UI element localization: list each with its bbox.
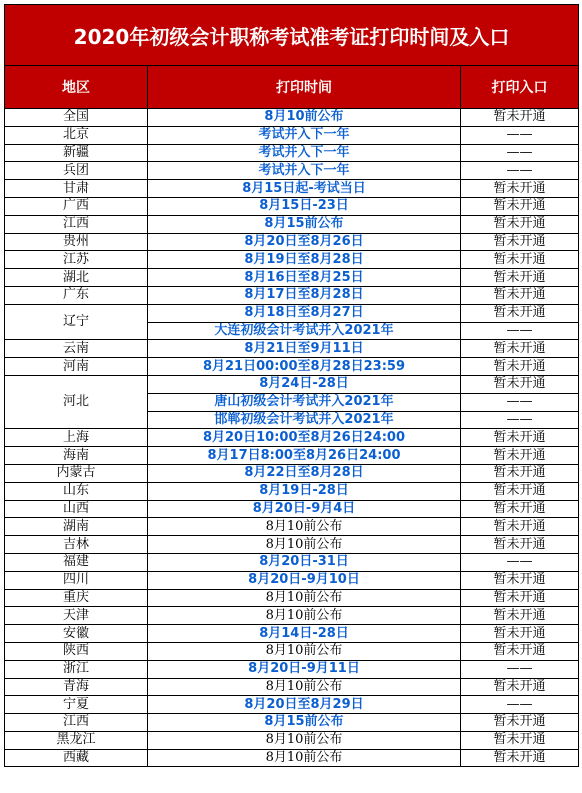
print-time-cell: 8月15前公布 xyxy=(148,215,461,233)
table-row xyxy=(5,375,579,393)
region-cell: 黑龙江 xyxy=(5,731,148,749)
print-entry-cell: —— xyxy=(461,393,579,411)
region-cell: 山西 xyxy=(5,500,148,518)
region-cell: 新疆 xyxy=(5,144,148,162)
print-time-cell: 8月14日-28日 xyxy=(148,625,461,643)
table-row xyxy=(5,749,579,767)
table-row xyxy=(5,144,579,162)
print-time-cell: 8月15日起-考试当日 xyxy=(148,180,461,198)
region-cell: 广西 xyxy=(5,197,148,215)
region-cell: 海南 xyxy=(5,447,148,465)
region-cell: 全国 xyxy=(5,109,148,127)
print-time-cell: 8月10前公布 xyxy=(148,731,461,749)
print-time-cell: 8月10前公布 xyxy=(148,536,461,554)
table-row xyxy=(5,696,579,714)
print-time-cell: 8月10前公布 xyxy=(148,607,461,625)
table-row xyxy=(5,197,579,215)
print-entry-cell: 暂未开通 xyxy=(461,571,579,589)
print-time-cell: 8月19日至8月28日 xyxy=(148,251,461,269)
region-cell: 江西 xyxy=(5,714,148,732)
table-row xyxy=(5,607,579,625)
print-entry-cell: —— xyxy=(461,322,579,340)
print-time-cell: 8月22日至8月28日 xyxy=(148,464,461,482)
region-cell: 天津 xyxy=(5,607,148,625)
table-row xyxy=(5,162,579,180)
print-time-cell: 考试并入下一年 xyxy=(148,126,461,144)
region-cell: 陕西 xyxy=(5,642,148,660)
print-entry-cell: 暂未开通 xyxy=(461,375,579,393)
print-time-cell: 8月21日至9月11日 xyxy=(148,340,461,358)
table-row xyxy=(5,304,579,322)
print-entry-cell: 暂未开通 xyxy=(461,536,579,554)
schedule-table xyxy=(4,4,579,767)
region-cell: 重庆 xyxy=(5,589,148,607)
header-print-entry: 打印入口 xyxy=(461,66,579,109)
print-time-cell: 8月16日至8月25日 xyxy=(148,269,461,287)
print-time-cell: 8月10前公布 xyxy=(148,749,461,767)
print-time-cell: 考试并入下一年 xyxy=(148,162,461,180)
table-row xyxy=(5,642,579,660)
print-entry-cell: 暂未开通 xyxy=(461,589,579,607)
table-row xyxy=(5,251,579,269)
print-entry-cell: 暂未开通 xyxy=(461,464,579,482)
print-time-cell: 8月17日至8月28日 xyxy=(148,286,461,304)
region-cell: 内蒙古 xyxy=(5,464,148,482)
title-row xyxy=(5,5,579,66)
table-row xyxy=(5,464,579,482)
print-entry-cell: 暂未开通 xyxy=(461,518,579,536)
header-region: 地区 xyxy=(5,66,148,109)
print-entry-cell: 暂未开通 xyxy=(461,749,579,767)
table-row xyxy=(5,429,579,447)
print-time-cell: 邯郸初级会计考试并入2021年 xyxy=(148,411,461,429)
print-entry-cell: 暂未开通 xyxy=(461,678,579,696)
print-entry-cell: —— xyxy=(461,553,579,571)
print-entry-cell: 暂未开通 xyxy=(461,607,579,625)
table-row xyxy=(5,447,579,465)
print-entry-cell: 暂未开通 xyxy=(461,731,579,749)
print-entry-cell: 暂未开通 xyxy=(461,625,579,643)
print-entry-cell: 暂未开通 xyxy=(461,304,579,322)
print-time-cell: 8月15前公布 xyxy=(148,714,461,732)
region-cell: 云南 xyxy=(5,340,148,358)
table-row xyxy=(5,358,579,376)
print-time-cell: 8月17日8:00至8月26日24:00 xyxy=(148,447,461,465)
print-time-cell: 8月10前公布 xyxy=(148,678,461,696)
print-time-cell: 8月10前公布 xyxy=(148,642,461,660)
print-entry-cell: 暂未开通 xyxy=(461,197,579,215)
print-time-cell: 大连初级会计考试并入2021年 xyxy=(148,322,461,340)
table-row xyxy=(5,536,579,554)
table-title: 2020年初级会计职称考试准考证打印时间及入口 xyxy=(5,5,579,66)
table-row xyxy=(5,180,579,198)
region-cell: 河北 xyxy=(5,375,148,428)
print-time-cell: 8月20日-9月4日 xyxy=(148,500,461,518)
region-cell: 西藏 xyxy=(5,749,148,767)
table-row xyxy=(5,518,579,536)
header-print-time: 打印时间 xyxy=(148,66,461,109)
print-entry-cell: 暂未开通 xyxy=(461,358,579,376)
region-cell: 江苏 xyxy=(5,251,148,269)
print-time-cell: 8月10前公布 xyxy=(148,518,461,536)
table-row xyxy=(5,340,579,358)
region-cell: 贵州 xyxy=(5,233,148,251)
print-time-cell: 8月24日-28日 xyxy=(148,375,461,393)
print-time-cell: 8月20日-9月11日 xyxy=(148,660,461,678)
table-row xyxy=(5,731,579,749)
table-row xyxy=(5,553,579,571)
print-entry-cell: 暂未开通 xyxy=(461,714,579,732)
region-cell: 四川 xyxy=(5,571,148,589)
region-cell: 上海 xyxy=(5,429,148,447)
print-entry-cell: 暂未开通 xyxy=(461,180,579,198)
table-row xyxy=(5,589,579,607)
print-time-cell: 8月20日-31日 xyxy=(148,553,461,571)
print-time-cell: 8月10前公布 xyxy=(148,589,461,607)
table-row xyxy=(5,286,579,304)
table-row xyxy=(5,625,579,643)
print-entry-cell: 暂未开通 xyxy=(461,109,579,127)
region-cell: 湖南 xyxy=(5,518,148,536)
print-time-cell: 8月20日至8月29日 xyxy=(148,696,461,714)
table-row xyxy=(5,269,579,287)
table-row xyxy=(5,714,579,732)
print-entry-cell: 暂未开通 xyxy=(461,215,579,233)
table-row xyxy=(5,678,579,696)
print-time-cell: 8月18日至8月27日 xyxy=(148,304,461,322)
print-entry-cell: —— xyxy=(461,660,579,678)
print-entry-cell: 暂未开通 xyxy=(461,269,579,287)
region-cell: 吉林 xyxy=(5,536,148,554)
region-cell: 安徽 xyxy=(5,625,148,643)
table-row xyxy=(5,482,579,500)
print-time-cell: 8月10前公布 xyxy=(148,109,461,127)
region-cell: 甘肃 xyxy=(5,180,148,198)
region-cell: 河南 xyxy=(5,358,148,376)
print-entry-cell: —— xyxy=(461,696,579,714)
table-row xyxy=(5,215,579,233)
print-time-cell: 8月15日-23日 xyxy=(148,197,461,215)
region-cell: 浙江 xyxy=(5,660,148,678)
print-entry-cell: 暂未开通 xyxy=(461,500,579,518)
print-time-cell: 唐山初级会计考试并入2021年 xyxy=(148,393,461,411)
print-entry-cell: —— xyxy=(461,411,579,429)
region-cell: 山东 xyxy=(5,482,148,500)
print-time-cell: 8月21日00:00至8月28日23:59 xyxy=(148,358,461,376)
print-time-cell: 8月19日-28日 xyxy=(148,482,461,500)
print-entry-cell: 暂未开通 xyxy=(461,251,579,269)
schedule-table-container xyxy=(4,4,578,767)
region-cell: 辽宁 xyxy=(5,304,148,340)
region-cell: 湖北 xyxy=(5,269,148,287)
print-time-cell: 8月20日10:00至8月26日24:00 xyxy=(148,429,461,447)
table-row xyxy=(5,571,579,589)
region-cell: 兵团 xyxy=(5,162,148,180)
region-cell: 北京 xyxy=(5,126,148,144)
print-entry-cell: 暂未开通 xyxy=(461,233,579,251)
print-entry-cell: 暂未开通 xyxy=(461,340,579,358)
print-time-cell: 8月20日-9月10日 xyxy=(148,571,461,589)
print-entry-cell: —— xyxy=(461,144,579,162)
print-entry-cell: 暂未开通 xyxy=(461,447,579,465)
region-cell: 江西 xyxy=(5,215,148,233)
table-row xyxy=(5,660,579,678)
print-entry-cell: 暂未开通 xyxy=(461,286,579,304)
print-entry-cell: 暂未开通 xyxy=(461,429,579,447)
print-time-cell: 8月20日至8月26日 xyxy=(148,233,461,251)
print-entry-cell: 暂未开通 xyxy=(461,482,579,500)
region-cell: 广东 xyxy=(5,286,148,304)
print-entry-cell: 暂未开通 xyxy=(461,642,579,660)
table-row xyxy=(5,233,579,251)
print-time-cell: 考试并入下一年 xyxy=(148,144,461,162)
region-cell: 青海 xyxy=(5,678,148,696)
table-row xyxy=(5,126,579,144)
region-cell: 宁夏 xyxy=(5,696,148,714)
print-entry-cell: —— xyxy=(461,162,579,180)
region-cell: 福建 xyxy=(5,553,148,571)
header-row xyxy=(5,66,579,109)
print-entry-cell: —— xyxy=(461,126,579,144)
table-row xyxy=(5,109,579,127)
table-row xyxy=(5,500,579,518)
